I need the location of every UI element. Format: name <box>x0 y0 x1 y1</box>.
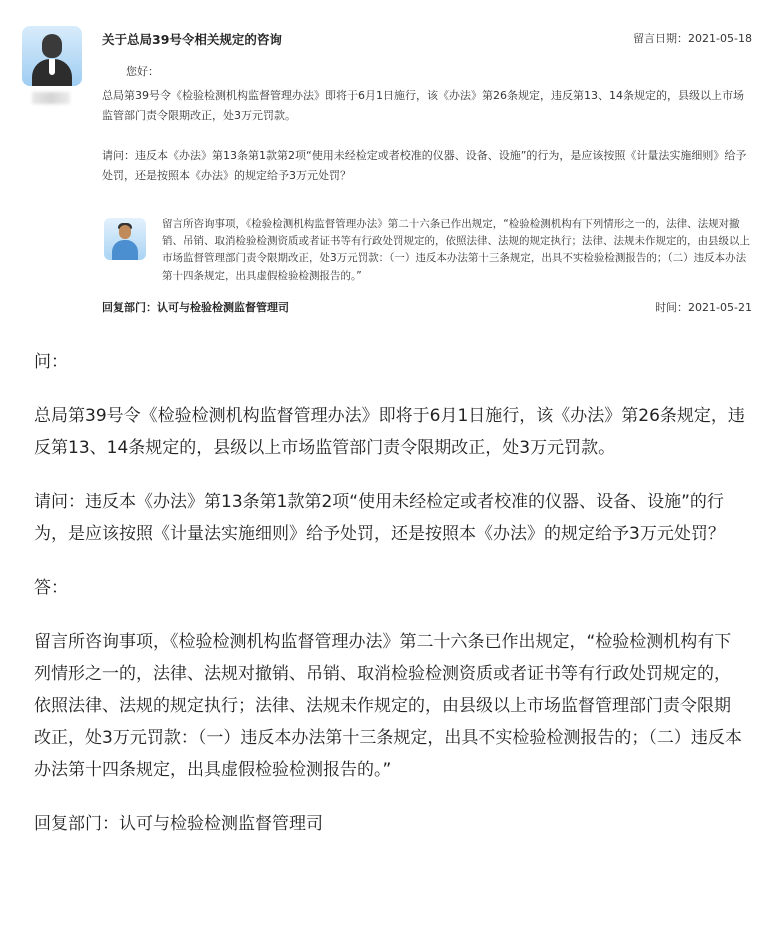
article-reply-department: 回复部门：认可与检验检测监督管理司 <box>34 814 323 834</box>
article-answer-paragraph: 留言所咨询事项，《检验检测机构监督管理办法》第二十六条已作出规定，“检验检测机构有下列情形之一的，法律、法规对撤销、吊销、取消检验检测资质或者证书等有行政处罚规定的，依照法律、法规的规定执行；法律、法规未作规定的，由县级以上市场监督管理部门责令限期改正，处3万元罚款：（一）违反本办法第十三条规定，出具不实检验检测报告的；（二）违反本办法第十四条规定，出具虚假检验检测报告的。” <box>34 632 742 780</box>
reply-avatar-body <box>112 240 138 260</box>
reply-box <box>102 214 754 286</box>
question-greeting: 您好： <box>126 65 159 78</box>
avatar-head-shape <box>42 34 62 58</box>
avatar-collar-shape <box>49 59 55 75</box>
user-avatar <box>22 26 82 86</box>
blurred-username <box>32 92 70 104</box>
reply-department: 回复部门：认可与检验检测监督管理司 <box>102 301 289 314</box>
reply-avatar-head <box>119 225 131 239</box>
question-paragraph-1: 总局第39号令《检验检测机构监督管理办法》即将于6月1日施行，该《办法》第26条规定，违反第13、14条规定的，县级以上市场监管部门责令限期改正，处3万元罚款。 <box>102 89 744 122</box>
article-answer-label: 答： <box>34 578 68 598</box>
article-question-paragraph-1: 总局第39号令《检验检测机构监督管理办法》即将于6月1日施行，该《办法》第26条规定，违反第13、14条规定的，县级以上市场监管部门责令限期改正，处3万元罚款。 <box>34 406 745 458</box>
article-body <box>34 340 746 840</box>
reply-text: 留言所咨询事项，《检验检测机构监督管理办法》第二十六条已作出规定，“检验检测机构有下列情形之一的，法律、法规对撤销、吊销、取消检验检测资质或者证书等有行政处罚规定的，依照法律、法规的规定执行；法律、法规未作规定的，由县级以上市场监督管理部门责令限期改正，处3万元罚款：（一）违反本办法第十三条规定，出具不实检验检测报告的；（二）违反本办法第十四条规定，出具虚假检验检测报告的。” <box>162 218 750 282</box>
article-question-label: 问： <box>34 352 68 372</box>
article-question-paragraph-2: 请问：违反本《办法》第13条第1款第2项“使用未经检定或者校准的仪器、设备、设施”的行为，是应该按照《计量法实施细则》给予处罚，还是按照本《办法》的规定给予3万元处罚？ <box>34 492 725 544</box>
question-title: 关于总局39号令相关规定的咨询 <box>102 32 282 47</box>
reply-avatar <box>104 218 146 260</box>
question-date: 留言日期：2021-05-18 <box>633 32 752 45</box>
question-body <box>102 62 752 186</box>
reply-time: 时间：2021-05-21 <box>655 301 752 314</box>
question-paragraph-2: 请问：违反本《办法》第13条第1款第2项“使用未经检定或者校准的仪器、设备、设施”的行为，是应该按照《计量法实施细则》给予处罚，还是按照本《办法》的规定给予3万元处罚？ <box>102 149 747 182</box>
consultation-screenshot-card <box>0 0 780 332</box>
